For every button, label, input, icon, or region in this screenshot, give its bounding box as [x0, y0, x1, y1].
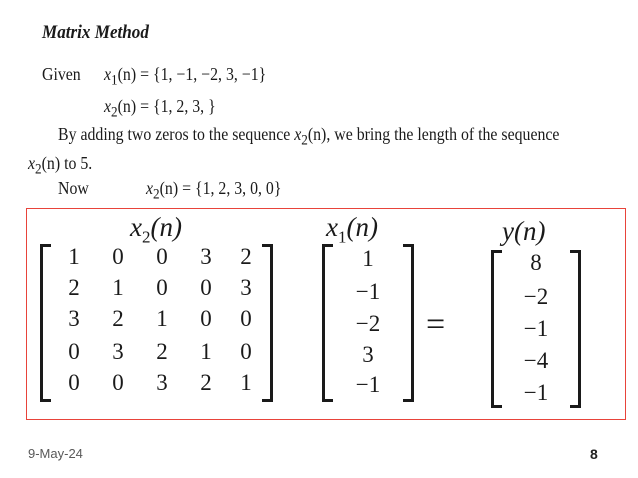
given-label: Given: [42, 64, 81, 84]
given-x1-line: [104, 64, 266, 90]
y-label-arg: (n): [513, 216, 546, 246]
matrix-cell: 3: [200, 244, 212, 269]
sentence-var-subscript: 2: [301, 132, 308, 149]
matrix-cell: 0: [112, 244, 124, 269]
matrix-cell: 3: [156, 370, 168, 395]
sentence-line2: [28, 153, 92, 179]
matrix-cell: 0: [240, 306, 252, 331]
x2-sequence: (n) = {1, 2, 3, }: [117, 96, 216, 116]
equals-sign: =: [426, 306, 446, 343]
sentence-var: x: [294, 124, 302, 144]
sentence-var-arg: (n): [307, 124, 327, 144]
y-vector-entry: −4: [523, 348, 549, 373]
x2-symbol: x: [104, 96, 112, 116]
matrix-cell: 3: [68, 306, 80, 331]
x1-right-bracket: [403, 244, 414, 402]
slide-heading: Matrix Method: [42, 22, 149, 43]
x2-matrix-label: [130, 212, 182, 247]
x1-sequence: (n) = {1, −1, −2, 3, −1}: [117, 64, 267, 84]
sentence-line2-rest: to 5.: [60, 153, 93, 173]
x1-left-bracket: [322, 244, 333, 402]
x1-vector-entry: −2: [355, 311, 381, 336]
matrix-cell: 2: [156, 339, 168, 364]
matrix-cell: 1: [200, 339, 212, 364]
sentence-part1: By adding two zeros to the sequence: [58, 124, 295, 144]
x1-label-subscript: 1: [337, 227, 347, 247]
x1-subscript: 1: [111, 72, 118, 89]
y-vector-entry: −1: [523, 316, 549, 341]
matrix-cell: 1: [112, 275, 124, 300]
now-x2-sequence: (n) = {1, 2, 3, 0, 0}: [159, 178, 282, 198]
y-right-bracket: [570, 250, 581, 408]
sentence-line2-var: x: [28, 153, 36, 173]
x1-vector-entry: 3: [362, 342, 374, 367]
matrix-cell: 2: [112, 306, 124, 331]
x1-label-symbol: x: [326, 212, 338, 242]
x1-vector-entry: −1: [355, 279, 381, 304]
matrix-cell: 0: [200, 306, 212, 331]
now-x2-symbol: x: [146, 178, 154, 198]
matrix-cell: 1: [156, 306, 168, 331]
matrix-cell: 2: [240, 244, 252, 269]
matrix-cell: 0: [200, 275, 212, 300]
x2-label-symbol: x: [130, 212, 142, 242]
x2-subscript: 2: [111, 104, 118, 121]
sentence-part2: , we bring the length of the sequence: [326, 124, 560, 144]
matrix-cell: 0: [68, 339, 80, 364]
sentence-line2-subscript: 2: [35, 161, 42, 178]
y-vector-label: [502, 216, 545, 247]
given-x2-line: [104, 96, 216, 122]
matrix-cell: 0: [112, 370, 124, 395]
matrix-cell: 3: [240, 275, 252, 300]
matrix-cell: 3: [112, 339, 124, 364]
matrix-cell: 2: [68, 275, 80, 300]
matrix-cell: 0: [156, 275, 168, 300]
x1-vector-entry: 1: [362, 246, 374, 271]
y-vector-entry: −1: [523, 380, 549, 405]
now-label: Now: [58, 178, 89, 198]
x1-vector-entry: −1: [355, 372, 381, 397]
footer-date: 9-May-24: [28, 446, 83, 461]
matrix-cell: 1: [240, 370, 252, 395]
matrix-cell: 1: [68, 244, 80, 269]
x1-symbol: x: [104, 64, 112, 84]
x1-vector-label: [326, 212, 378, 247]
matrix-cell: 0: [68, 370, 80, 395]
circulant-left-bracket: [40, 244, 51, 402]
matrix-cell: 0: [240, 339, 252, 364]
matrix-cell: 2: [200, 370, 212, 395]
x1-label-arg: (n): [346, 212, 378, 242]
x2-label-arg: (n): [150, 212, 182, 242]
y-label-symbol: y: [502, 216, 514, 246]
now-x2-subscript: 2: [153, 186, 160, 203]
y-left-bracket: [491, 250, 502, 408]
sentence-line2-arg: (n): [41, 153, 61, 173]
now-x2-line: [146, 178, 281, 204]
page-number: 8: [590, 446, 598, 462]
x2-label-subscript: 2: [141, 227, 151, 247]
y-vector-entry: −2: [523, 284, 549, 309]
y-vector-entry: 8: [530, 250, 542, 275]
matrix-cell: 0: [156, 244, 168, 269]
zero-padding-sentence: [58, 124, 559, 150]
